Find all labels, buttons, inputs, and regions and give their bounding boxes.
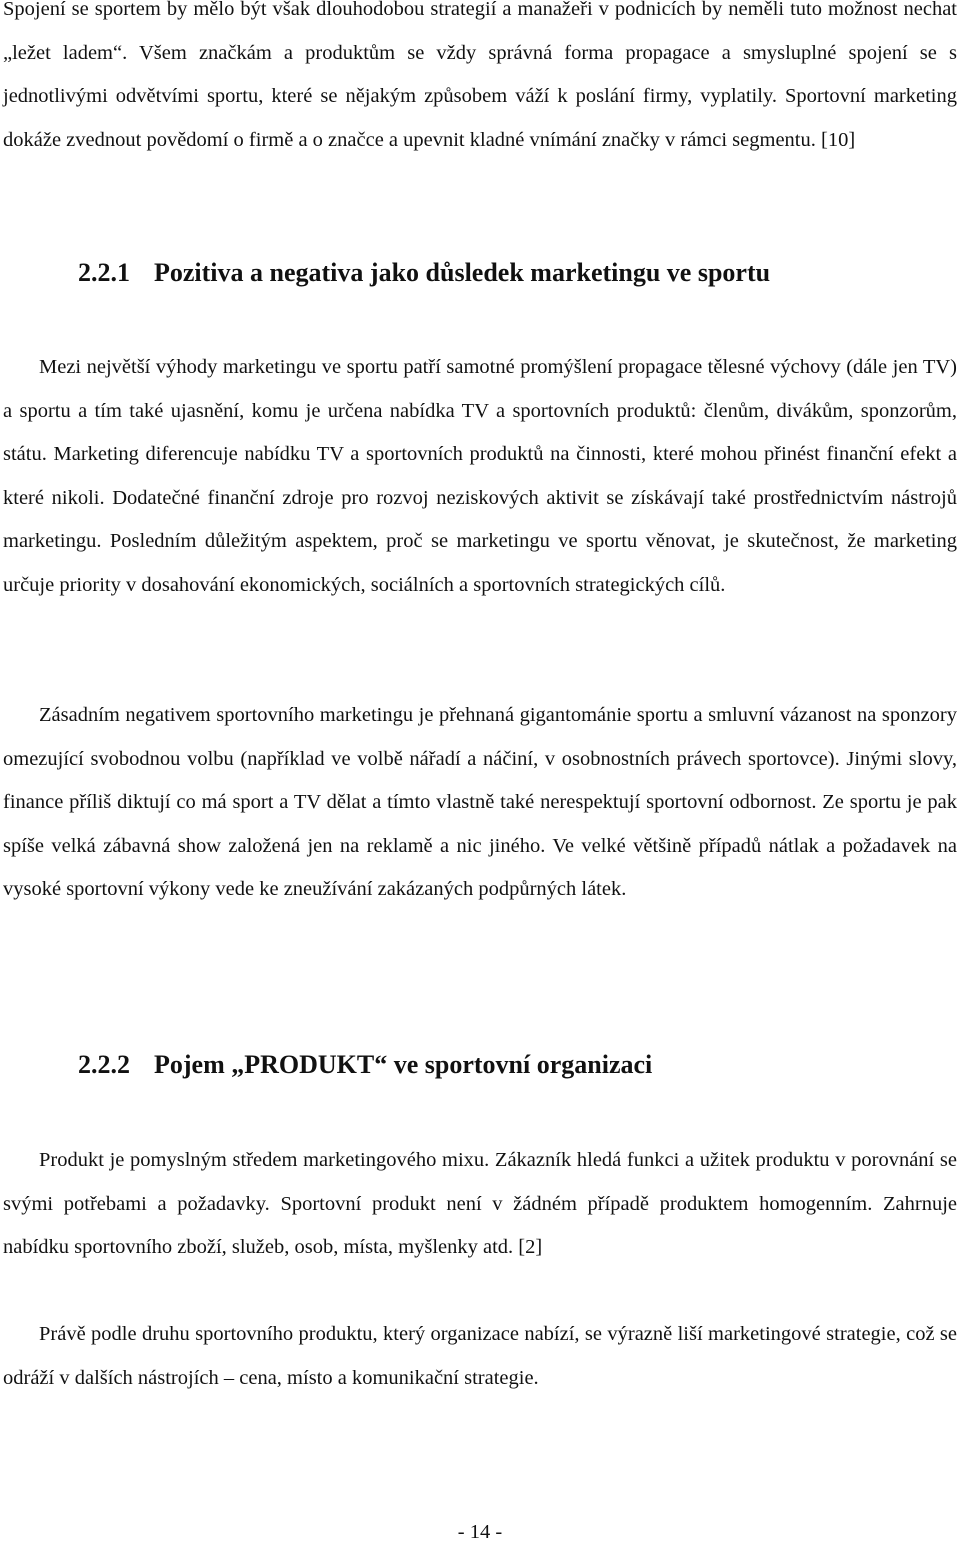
section-number: 2.2.2 — [78, 1050, 130, 1079]
section-heading-2-2-1 — [78, 258, 770, 288]
paragraph-sport-strategy: Spojení se sportem by mělo být však dlouhodobou strategií a manažeři v podnicích by neměli tuto možnost nechat „ležet ladem“. Všem značkám a produktům se vždy správná forma propagace a smysluplné spojení se s jednotlivými odvětvími sportu, které se nějakým způsobem váží k poslání firmy, vyplatily. Sportovní marketing dokáže zvednout povědomí o firmě a o značce a upevnit kladné vnímání značky v rámci segmentu. [10] — [3, 0, 957, 151]
paragraph-advantages: Mezi největší výhody marketingu ve sportu patří samotné promýšlení propagace tělesné výchovy (dále jen TV) a sportu a tím také ujasnění, komu je určena nabídka TV a sportovních produktů: členům, divákům, sponzorům, státu. Marketing diferencuje nabídku TV a sportovních produktů na činnosti, které mohou přinést finanční efekt a které nikoli. Dodatečné finanční zdroje pro rozvoj neziskových aktivit se získávají také prostřednictvím nástrojů marketingu. Posledním důležitým aspektem, proč se marketingu ve sportu věnovat, je skutečnost, že marketing určuje priority v dosahování ekonomických, sociálních a sportovních strategických cílů. — [3, 356, 957, 596]
paragraph-negatives: Zásadním negativem sportovního marketingu je přehnaná gigantománie sportu a smluvní vázanost na sponzory omezující svobodnou volbu (například ve volbě nářadí a náčiní, v osobnostních právech sportovce). Jinými slovy, finance příliš diktují co má sport a TV dělat a tímto vlastně také nerespektují sportovní odbornost. Ze sportu je pak spíše velká zábavná show založená jen na reklamě a nic jiného. Ve velké většině případů nátlak a požadavek na vysoké sportovní výkony vede ke zneužívání zakázaných podpůrných látek. — [3, 704, 957, 901]
paragraph-product-definition: Produkt je pomyslným středem marketingového mixu. Zákazník hledá funkci a užitek produktu v porovnání se svými potřebami a požadavky. Sportovní produkt není v žádném případě produktem homogenním. Zahrnuje nabídku sportovního zboží, služeb, osob, místa, myšlenky atd. [2] — [3, 1149, 957, 1259]
section-title: Pozitiva a negativa jako důsledek marketingu ve sportu — [154, 258, 771, 287]
section-title: Pojem „PRODUKT“ ve sportovní organizaci — [154, 1050, 653, 1079]
section-number: 2.2.1 — [78, 258, 130, 287]
section-heading-2-2-2 — [78, 1050, 652, 1080]
page-number: - 14 - — [457, 1521, 503, 1543]
paragraph-product-strategy: Právě podle druhu sportovního produktu, který organizace nabízí, se výrazně liší marketingové strategie, což se odráží v dalších nástrojích – cena, místo a komunikační strategie. — [3, 1323, 957, 1389]
